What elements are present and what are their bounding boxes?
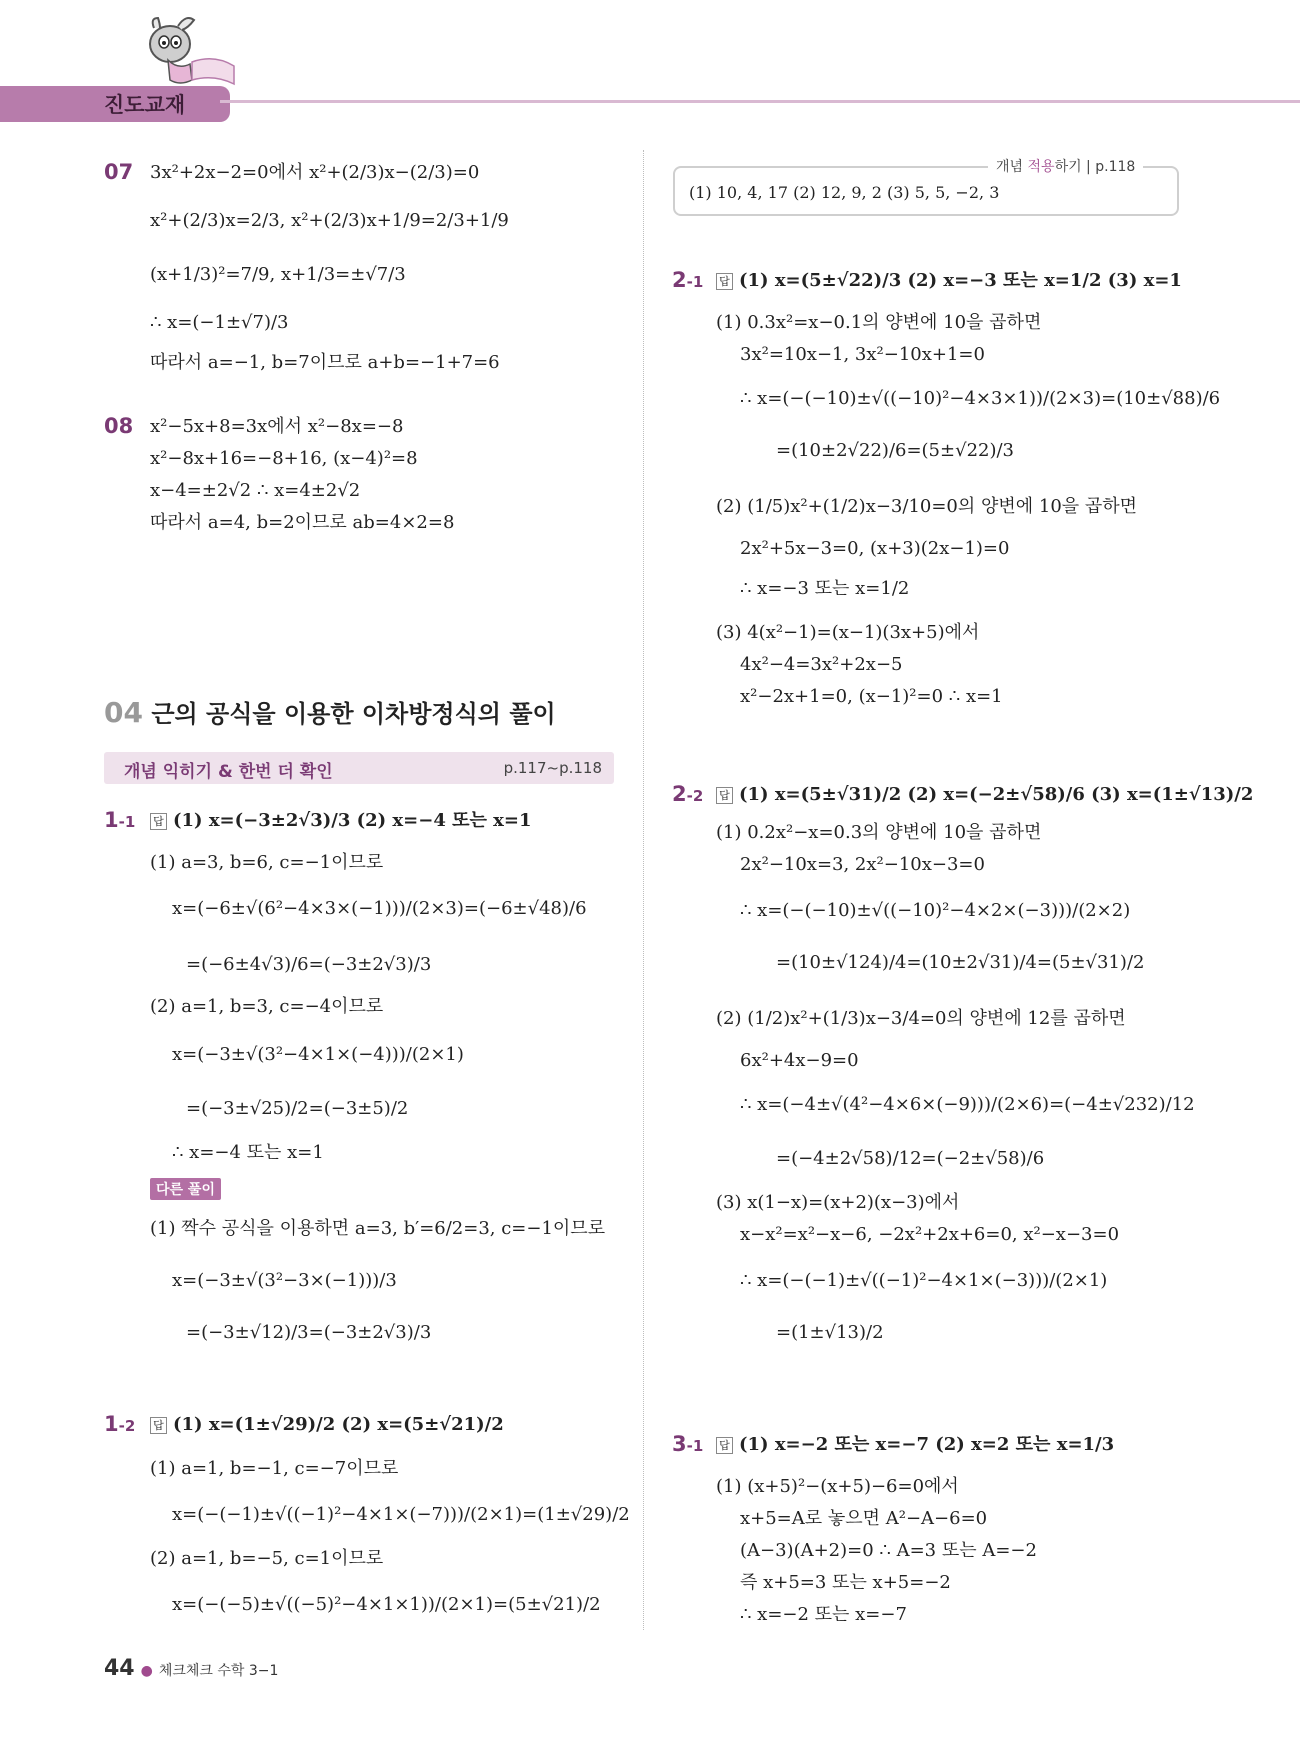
solution-line: ∴ x=(−1±√7)/3	[150, 312, 289, 333]
answer-line	[716, 784, 1253, 806]
solution-line: (3) x(1−x)=(x+2)(x−3)에서	[716, 1192, 960, 1213]
answer-box: 답	[150, 1417, 167, 1434]
solution-line: 2x²+5x−3=0, (x+3)(2x−1)=0	[740, 538, 1010, 559]
solution-line: (A−3)(A+2)=0 ∴ A=3 또는 A=−2	[740, 1540, 1037, 1561]
answer-text: (1) x=−2 또는 x=−7 (2) x=2 또는 x=1/3	[739, 1434, 1115, 1455]
page-footer	[104, 1656, 278, 1681]
solution-line: ∴ x=(−4±√(4²−4×6×(−9)))/(2×6)=(−4±√232)/12	[740, 1094, 1195, 1115]
answer-box: 답	[716, 1437, 733, 1454]
solution-line: 4x²−4=3x²+2x−5	[740, 654, 903, 675]
concept-bar-pages: p.117~p.118	[503, 759, 602, 777]
solution-line: ∴ x=(−(−10)±√((−10)²−4×2×(−3)))/(2×2)	[740, 900, 1131, 921]
solution-line: x−4=±2√2 ∴ x=4±2√2	[150, 480, 361, 501]
solution-line: (1) 0.3x²=x−0.1의 양변에 10을 곱하면	[716, 312, 1042, 333]
problem-number: 2-2	[672, 782, 704, 806]
rabbit-mascot-icon	[148, 14, 238, 92]
solution-line: =(−6±4√3)/6=(−3±2√3)/3	[186, 954, 432, 975]
solution-line: ∴ x=(−(−1)±√((−1)²−4×1×(−3)))/(2×1)	[740, 1270, 1108, 1291]
solution-line: ∴ x=(−(−10)±√((−10)²−4×3×1))/(2×3)=(10±√88)/6	[740, 388, 1221, 409]
answer-line	[716, 1434, 1114, 1456]
problem-number: 3-1	[672, 1432, 704, 1456]
problem-number: 2-1	[672, 268, 704, 292]
solution-line: (2) a=1, b=3, c=−4이므로	[150, 996, 384, 1017]
solution-line: =(−3±√25)/2=(−3±5)/2	[186, 1098, 409, 1119]
solution-line: x²+(2/3)x=2/3, x²+(2/3)x+1/9=2/3+1/9	[150, 210, 509, 231]
book-title: 체크체크 수학 3−1	[158, 1663, 279, 1679]
solution-line: 즉 x+5=3 또는 x+5=−2	[740, 1572, 951, 1593]
answer-line	[716, 270, 1182, 292]
solution-line: x²−2x+1=0, (x−1)²=0 ∴ x=1	[740, 686, 1003, 707]
answer-text: (1) x=(−3±2√3)/3 (2) x=−4 또는 x=1	[173, 810, 532, 831]
solution-line: (3) 4(x²−1)=(x−1)(3x+5)에서	[716, 622, 980, 643]
solution-line: (1) a=1, b=−1, c=−7이므로	[150, 1458, 399, 1479]
column-divider	[643, 150, 644, 1630]
solution-line: 따라서 a=−1, b=7이므로 a+b=−1+7=6	[150, 352, 500, 373]
solution-line: (x+1/3)²=7/9, x+1/3=±√7/3	[150, 264, 406, 285]
concept-bar	[104, 752, 614, 784]
problem-number: 1-2	[104, 1412, 136, 1436]
section-title-text: 근의 공식을 이용한 이차방정식의 풀이	[151, 700, 556, 728]
solution-line: (2) a=1, b=−5, c=1이므로	[150, 1548, 384, 1569]
solution-line: (1) (x+5)²−(x+5)−6=0에서	[716, 1476, 959, 1497]
solution-line: x=(−6±√(6²−4×3×(−1)))/(2×3)=(−6±√48)/6	[172, 898, 587, 919]
answer-text: (1) x=(5±√31)/2 (2) x=(−2±√58)/6 (3) x=(1±√13)/2	[739, 784, 1254, 805]
apply-box-content: (1) 10, 4, 17 (2) 12, 9, 2 (3) 5, 5, −2, 3	[689, 183, 1000, 202]
problem-number: 07	[104, 160, 134, 184]
solution-line: x²−8x+16=−8+16, (x−4)²=8	[150, 448, 418, 469]
solution-line: =(1±√13)/2	[776, 1322, 884, 1343]
solution-line: x=(−3±√(3²−4×1×(−4)))/(2×1)	[172, 1044, 464, 1065]
solution-line: x=(−(−1)±√((−1)²−4×1×(−7)))/(2×1)=(1±√29)/2	[172, 1504, 630, 1525]
solution-line: =(10±√124)/4=(10±2√31)/4=(5±√31)/2	[776, 952, 1145, 973]
problem-number: 08	[104, 414, 134, 438]
answer-text: (1) x=(1±√29)/2 (2) x=(5±√21)/2	[173, 1414, 504, 1435]
solution-line: x²−5x+8=3x에서 x²−8x=−8	[150, 416, 404, 437]
answer-box: 답	[716, 273, 733, 290]
section-title	[104, 694, 556, 729]
problem-number: 1-1	[104, 808, 136, 832]
bullet-icon: ●	[140, 1663, 153, 1679]
answer-text: (1) x=(5±√22)/3 (2) x=−3 또는 x=1/2 (3) x=1	[739, 270, 1182, 291]
answer-line	[150, 1414, 504, 1436]
page-number: 44	[104, 1656, 135, 1681]
solution-line: ∴ x=−4 또는 x=1	[172, 1142, 324, 1163]
solution-line: (1) a=3, b=6, c=−1이므로	[150, 852, 384, 873]
solution-line: x−x²=x²−x−6, −2x²+2x+6=0, x²−x−3=0	[740, 1224, 1120, 1245]
solution-line: 6x²+4x−9=0	[740, 1050, 859, 1071]
answer-line	[150, 810, 532, 832]
section-number: 04	[104, 696, 143, 729]
other-solution-badge: 다른 풀이	[150, 1178, 221, 1200]
solution-line: x=(−3±√(3²−3×(−1)))/3	[172, 1270, 397, 1291]
solution-line: 3x²+2x−2=0에서 x²+(2/3)x−(2/3)=0	[150, 162, 480, 183]
solution-line: ∴ x=−3 또는 x=1/2	[740, 578, 910, 599]
answer-box: 답	[716, 787, 733, 804]
solution-line: x=(−(−5)±√((−5)²−4×1×1))/(2×1)=(5±√21)/2	[172, 1594, 601, 1615]
header-label: 진도교재	[104, 93, 186, 117]
solution-line: 3x²=10x−1, 3x²−10x+1=0	[740, 344, 985, 365]
header-rule	[220, 100, 1300, 103]
solution-line: x+5=A로 놓으면 A²−A−6=0	[740, 1508, 988, 1529]
solution-line: ∴ x=−2 또는 x=−7	[740, 1604, 907, 1625]
solution-line: (1) 짝수 공식을 이용하면 a=3, b′=6/2=3, c=−1이므로	[150, 1218, 606, 1239]
solution-line: =(−3±√12)/3=(−3±2√3)/3	[186, 1322, 432, 1343]
concept-bar-label: 개념 익히기 & 한번 더 확인	[124, 762, 333, 782]
concept-apply-tag: 개념 적용하기 | p.118	[988, 156, 1143, 176]
answer-box: 답	[150, 813, 167, 830]
solution-line: (2) (1/5)x²+(1/2)x−3/10=0의 양변에 10을 곱하면	[716, 496, 1138, 517]
solution-line: 따라서 a=4, b=2이므로 ab=4×2=8	[150, 512, 455, 533]
solution-line: =(10±2√22)/6=(5±√22)/3	[776, 440, 1015, 461]
solution-line: (2) (1/2)x²+(1/3)x−3/4=0의 양변에 12를 곱하면	[716, 1008, 1126, 1029]
solution-line: (1) 0.2x²−x=0.3의 양변에 10을 곱하면	[716, 822, 1042, 843]
solution-line: =(−4±2√58)/12=(−2±√58)/6	[776, 1148, 1045, 1169]
solution-line: 2x²−10x=3, 2x²−10x−3=0	[740, 854, 985, 875]
